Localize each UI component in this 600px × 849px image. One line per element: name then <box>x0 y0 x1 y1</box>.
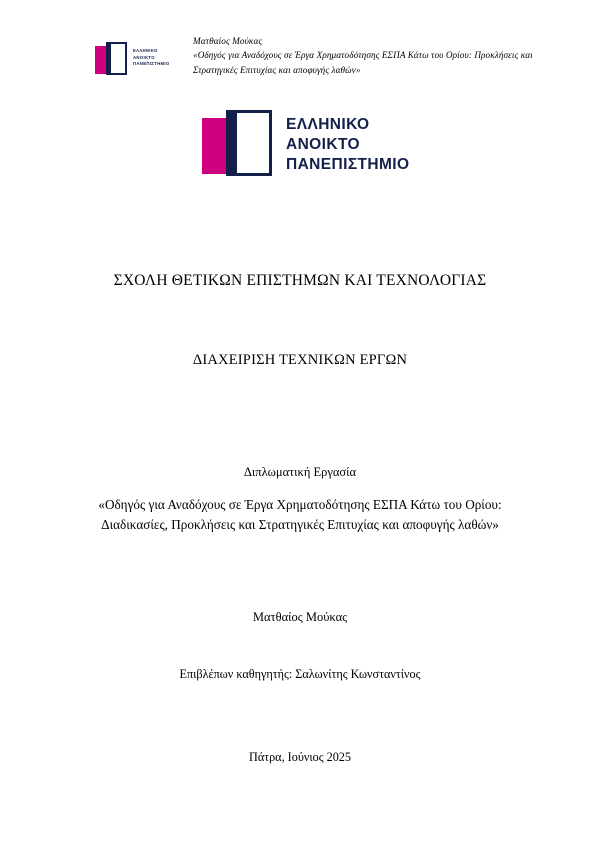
header-logo-words <box>133 48 170 68</box>
eap-mark-large-icon <box>202 110 280 182</box>
main-logo-line3: ΠΑΝΕΠΙΣΤΗΜΙΟ <box>286 156 410 174</box>
header-logo-line1: ΕΛΛΗΝΙΚΟ <box>133 48 158 53</box>
eap-logo-large-icon <box>202 110 410 182</box>
main-logo-line2: ΑΝΟΙΚΤΟ <box>286 136 360 154</box>
header-logo-line2: ΑΝΟΙΚΤΟ <box>133 54 155 60</box>
header-logo-line3: ΠΑΝΕΠΙΣΤΗΜΙΟ <box>133 61 170 67</box>
eap-mark-icon <box>95 42 129 78</box>
place-and-date: Πάτρα, Ιούνιος 2025 <box>249 750 351 764</box>
thesis-title: «Οδηγός για Αναδόχους σε Έργα Χρηματοδότησης ΕΣΠΑ Κάτω του Ορίου: Διαδικασίες, Προκλήσεις και Στρατηγικές Επιτυχίας και αποφυγής λαθών» <box>98 497 502 533</box>
thesis-type: Διπλωματική Εργασία <box>243 465 357 479</box>
main-logo-words <box>286 115 409 175</box>
school-name: ΣΧΟΛΗ ΘΕΤΙΚΩΝ ΕΠΙΣΤΗΜΩΝ ΚΑΙ ΤΕΧΝΟΛΟΓΙΑΣ <box>113 272 487 289</box>
author-name: Ματθαίος Μούκας <box>252 610 348 624</box>
header-author: Ματθαίος Μούκας <box>193 36 263 46</box>
page-header <box>0 30 600 78</box>
programme-name: ΔΙΑΧΕΙΡΙΣΗ ΤΕΧΝΙΚΩΝ ΕΡΓΩΝ <box>192 352 408 368</box>
supervisor-line: Επιβλέπων καθηγητής: Σαλωνίτης Κωνσταντίνος <box>179 667 421 681</box>
main-logo-line1: ΕΛΛΗΝΙΚΟ <box>286 116 370 133</box>
header-running-text <box>193 30 545 77</box>
main-logo-container <box>0 110 600 182</box>
header-logo <box>95 42 177 78</box>
eap-logo-small-icon <box>95 42 177 78</box>
header-title: «Οδηγός για Αναδόχους σε Έργα Χρηματοδότησης ΕΣΠΑ Κάτω του Ορίου: Προκλήσεις και Στρατηγικές Επιτυχίας και αποφυγής λαθών» <box>193 50 533 75</box>
